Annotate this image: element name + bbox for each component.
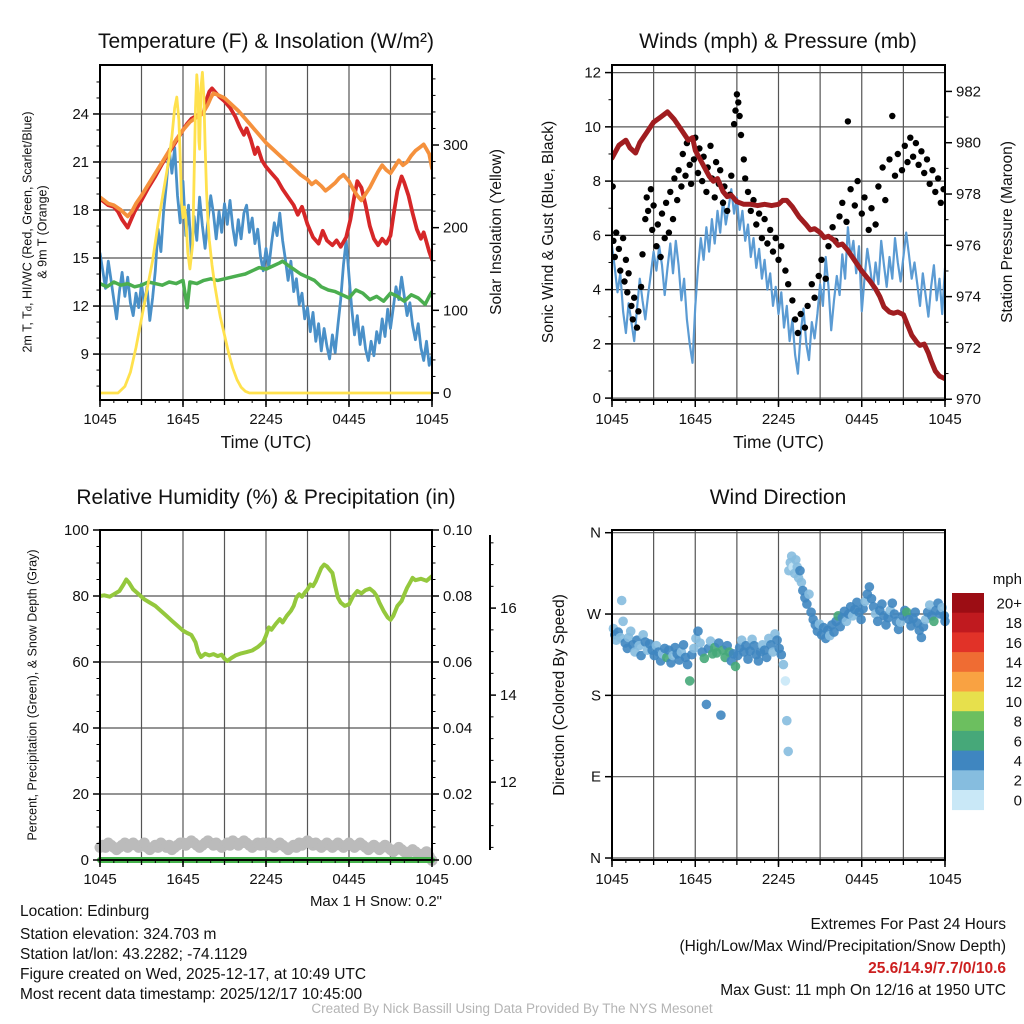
svg-text:N: N — [590, 850, 601, 868]
max-gust-text: Max Gust: 11 mph On 12/16 at 1950 UTC — [720, 982, 1006, 999]
svg-text:2245: 2245 — [249, 871, 283, 888]
svg-text:300: 300 — [443, 137, 469, 155]
svg-text:80: 80 — [72, 588, 89, 605]
svg-text:978: 978 — [956, 186, 982, 204]
svg-text:60: 60 — [72, 654, 89, 671]
y-left-label-temp — [20, 111, 50, 352]
svg-text:18: 18 — [72, 202, 89, 220]
chart-title-humidity: Relative Humidity (%) & Precipitation (in) — [76, 486, 456, 509]
svg-text:0: 0 — [592, 390, 601, 408]
y-right-label-insolation: Solar Insolation (Yellow) — [487, 149, 505, 315]
extremes-subtitle: (High/Low/Max Wind/Precipitation/Snow Depth) — [679, 938, 1006, 955]
svg-text:20+: 20+ — [996, 595, 1022, 613]
svg-text:N: N — [590, 524, 601, 542]
y-left-label-wind: Sonic Wind & Gust (Blue, Black) — [539, 120, 557, 344]
max-snow-note: Max 1 H Snow: 0.2" — [309, 893, 442, 910]
svg-text:8: 8 — [592, 173, 601, 191]
svg-text:S: S — [590, 687, 601, 705]
svg-text:6: 6 — [1013, 733, 1022, 751]
svg-text:982: 982 — [956, 83, 982, 101]
svg-text:21: 21 — [72, 153, 89, 171]
svg-text:1045: 1045 — [928, 411, 962, 428]
svg-text:mph: mph — [992, 571, 1022, 588]
svg-text:E: E — [590, 768, 601, 786]
svg-text:9: 9 — [80, 346, 89, 364]
y-label-line1: 2m T, Td, HI/WC (Red, Green, Scarlet/Blue) — [20, 111, 35, 353]
extremes-values: 25.6/14.9/7.7/0/10.6 — [868, 960, 1006, 977]
y-left-label-direction: Direction (Colored By Speed) — [550, 594, 568, 796]
footer-latlon: Station lat/lon: 43.2282; -74.1129 — [20, 946, 248, 963]
svg-text:10: 10 — [1005, 693, 1022, 711]
svg-text:0.10: 0.10 — [443, 522, 473, 539]
svg-text:0445: 0445 — [845, 411, 879, 428]
chart-title-wind-direction: Wind Direction — [709, 486, 847, 509]
svg-text:0.04: 0.04 — [443, 720, 473, 737]
x-axis-label-winds: Time (UTC) — [733, 432, 824, 452]
svg-text:4: 4 — [1013, 752, 1022, 770]
svg-text:972: 972 — [956, 339, 982, 357]
svg-text:1045: 1045 — [83, 871, 117, 888]
svg-text:10: 10 — [584, 118, 601, 136]
footer-timestamp: Most recent data timestamp: 2025/12/17 10:45:00 — [20, 986, 363, 1003]
svg-text:0: 0 — [443, 384, 452, 402]
svg-text:1045: 1045 — [415, 871, 449, 888]
svg-text:14: 14 — [500, 687, 517, 705]
svg-text:0445: 0445 — [332, 411, 366, 428]
svg-text:W: W — [586, 606, 601, 624]
svg-text:1045: 1045 — [83, 411, 117, 428]
credit-line: Created By Nick Bassill Using Data Provided By The NYS Mesonet — [311, 1001, 713, 1016]
svg-text:0.02: 0.02 — [443, 786, 473, 803]
svg-text:0445: 0445 — [332, 871, 366, 888]
footer-created: Figure created on Wed, 2025-12-17, at 10:49 UTC — [20, 966, 367, 983]
svg-text:1045: 1045 — [595, 871, 629, 888]
svg-text:200: 200 — [443, 219, 469, 237]
svg-text:8: 8 — [1013, 713, 1022, 731]
svg-text:12: 12 — [72, 298, 89, 316]
svg-text:1045: 1045 — [415, 411, 449, 428]
svg-text:40: 40 — [72, 720, 89, 737]
chart-title-winds: Winds (mph) & Pressure (mb) — [639, 30, 917, 53]
svg-text:6: 6 — [592, 227, 601, 245]
svg-text:12: 12 — [1005, 674, 1022, 692]
svg-text:1045: 1045 — [595, 411, 629, 428]
svg-text:2245: 2245 — [761, 871, 796, 888]
svg-text:970: 970 — [956, 391, 982, 409]
svg-text:100: 100 — [63, 522, 89, 539]
svg-text:2245: 2245 — [249, 411, 283, 428]
svg-text:100: 100 — [443, 302, 469, 320]
svg-text:0.08: 0.08 — [443, 588, 473, 605]
footer-location: Location: Edinburg — [20, 903, 150, 920]
svg-text:1645: 1645 — [678, 411, 712, 428]
svg-text:16: 16 — [500, 600, 517, 618]
svg-text:0.06: 0.06 — [443, 654, 473, 671]
y-right-label-pressure: Station Pressure (Maroon) — [998, 141, 1016, 323]
svg-text:18: 18 — [1005, 615, 1022, 633]
svg-text:0445: 0445 — [845, 871, 879, 888]
footer-elevation: Station elevation: 324.703 m — [20, 926, 217, 943]
svg-text:24: 24 — [72, 105, 89, 123]
svg-text:2245: 2245 — [761, 411, 796, 428]
chart-title-temperature: Temperature (F) & Insolation (W/m²) — [97, 30, 435, 53]
x-axis-label-temp: Time (UTC) — [220, 432, 312, 452]
svg-text:980: 980 — [956, 134, 982, 152]
svg-text:4: 4 — [592, 281, 601, 299]
svg-text:14: 14 — [1005, 654, 1022, 672]
svg-text:15: 15 — [72, 250, 89, 268]
svg-text:12: 12 — [500, 774, 517, 792]
svg-text:16: 16 — [1005, 634, 1022, 652]
svg-text:974: 974 — [956, 288, 982, 306]
y-left-label-humidity: Percent, Precipitation (Green), & Snow Depth (Gray) — [25, 549, 40, 841]
svg-text:1645: 1645 — [166, 411, 200, 428]
svg-text:2: 2 — [1013, 772, 1022, 790]
svg-text:20: 20 — [72, 786, 89, 803]
svg-text:0.00: 0.00 — [443, 852, 473, 869]
svg-text:0: 0 — [80, 852, 89, 869]
svg-text:1645: 1645 — [166, 871, 200, 888]
svg-text:976: 976 — [956, 237, 982, 255]
svg-text:0: 0 — [1013, 792, 1022, 810]
extremes-title: Extremes For Past 24 Hours — [810, 916, 1006, 933]
svg-text:12: 12 — [584, 64, 601, 82]
svg-text:1645: 1645 — [678, 871, 712, 888]
svg-text:2: 2 — [592, 335, 601, 353]
svg-text:1045: 1045 — [928, 871, 962, 888]
y-label-line2: & 9m T (Orange) — [35, 185, 49, 279]
